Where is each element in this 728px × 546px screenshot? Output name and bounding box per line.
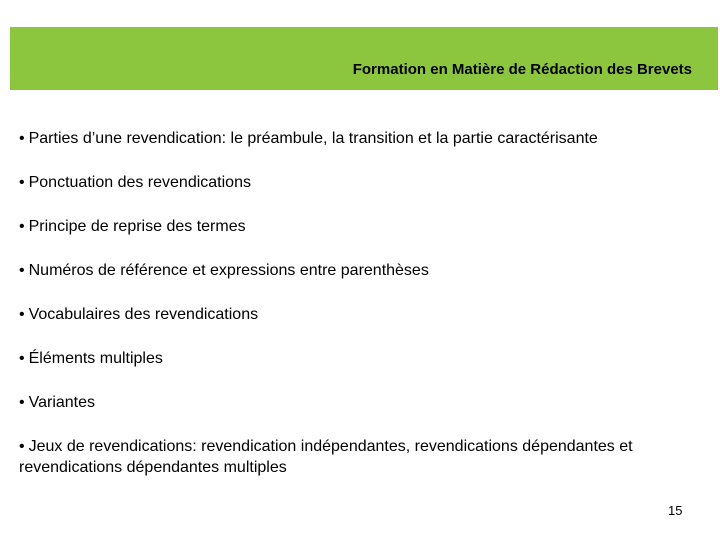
- bullet-icon: •: [19, 218, 25, 235]
- bullet-item: [19, 260, 709, 281]
- bullet-icon: •: [19, 130, 25, 147]
- bullet-icon: •: [19, 174, 25, 191]
- bullet-icon: •: [19, 262, 25, 279]
- bullet-item: [19, 172, 709, 193]
- bullet-item: [19, 348, 709, 369]
- bullet-icon: •: [19, 438, 25, 455]
- bullet-item: [19, 128, 709, 149]
- bullet-item: [19, 436, 709, 478]
- bullet-text: Ponctuation des revendications: [28, 174, 251, 191]
- bullet-item: [19, 392, 709, 413]
- bullet-text: Principe de reprise des termes: [28, 218, 246, 235]
- header-bar: [10, 27, 718, 90]
- bullet-icon: •: [19, 394, 25, 411]
- bullet-icon: •: [19, 306, 25, 323]
- bullet-text: Vocabulaires des revendications: [28, 306, 259, 323]
- bullet-item: [19, 216, 709, 237]
- bullet-text: Variantes: [28, 394, 96, 411]
- bullet-text: Parties d’une revendication: le préambule, la transition et la partie caractérisante: [28, 130, 598, 147]
- bullet-item: [19, 304, 709, 325]
- bullet-text: Numéros de référence et expressions entre parenthèses: [28, 262, 429, 279]
- slide-title: Formation en Matière de Rédaction des Brevets: [352, 61, 692, 78]
- bullet-text: Jeux de revendications: revendication indépendantes, revendications dépendantes et revendications dépendantes multiples: [19, 438, 633, 476]
- bullet-text: Éléments multiples: [28, 350, 163, 367]
- bullet-icon: •: [19, 350, 25, 367]
- page-number: 15: [668, 503, 683, 518]
- bullet-list: [19, 128, 709, 501]
